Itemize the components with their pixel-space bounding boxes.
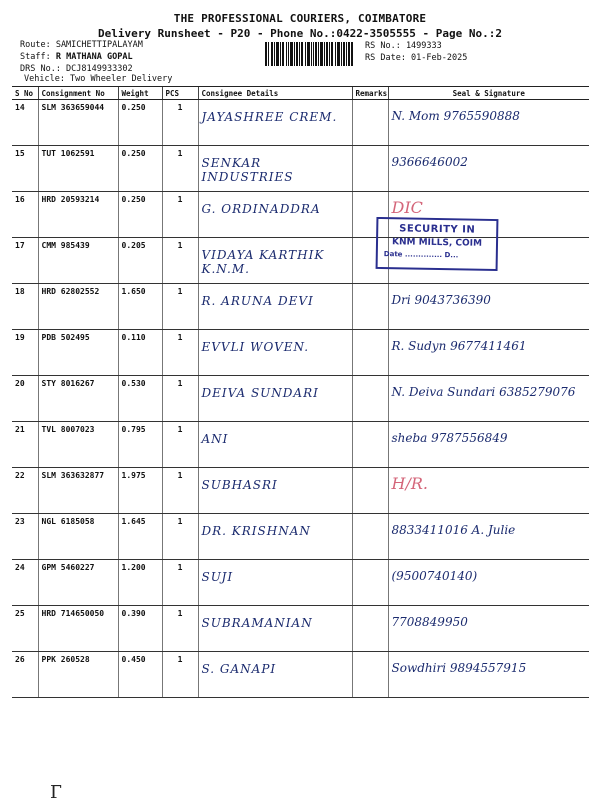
row-pcs: 1 [162,192,198,238]
row-consignee: SUJI [198,560,352,606]
pen-mark: Г [50,782,62,803]
row-pcs: 1 [162,284,198,330]
row-signature: N. Mom 9765590888 [388,100,589,146]
table-row [12,422,589,468]
row-weight: 0.450 [118,652,162,698]
stamp-line-1: SECURITY IN [399,223,476,236]
runsheet-subtitle: Delivery Runsheet - P20 - Phone No.:0422-3505555 - Page No.:2 [98,27,502,40]
row-consignment: GPM 5460227 [38,560,118,606]
staff-label: Staff: [20,52,51,62]
row-consignment: SLM 363659044 [38,100,118,146]
row-consignment: HRD 20593214 [38,192,118,238]
row-weight: 1.975 [118,468,162,514]
row-consignment: HRD 62802552 [38,284,118,330]
rs-number: RS No.: 1499333 [365,41,442,51]
table-row [12,146,589,192]
table-row [12,330,589,376]
row-sno: 26 [12,652,38,698]
row-sno: 25 [12,606,38,652]
row-pcs: 1 [162,652,198,698]
row-consignment: PDB 502495 [38,330,118,376]
row-pcs: 1 [162,376,198,422]
table-row [12,514,589,560]
row-remarks [352,376,388,422]
row-weight: 0.110 [118,330,162,376]
stamp-line-3: Date .............. D... [383,250,459,260]
row-consignment: CMM 985439 [38,238,118,284]
row-signature: 8833411016 A. Julie [388,514,589,560]
row-remarks [352,560,388,606]
row-consignee: SENKAR INDUSTRIES [198,146,352,192]
row-pcs: 1 [162,514,198,560]
row-consignee: S. GANAPI [198,652,352,698]
row-weight: 1.200 [118,560,162,606]
col-sno: S No [12,87,38,100]
row-remarks [352,652,388,698]
row-pcs: 1 [162,468,198,514]
table-row [12,238,589,284]
row-signature: Sowdhiri 9894557915 [388,652,589,698]
row-weight: 0.205 [118,238,162,284]
row-consignment: HRD 714650050 [38,606,118,652]
row-pcs: 1 [162,238,198,284]
table-row [12,284,589,330]
col-consignment: Consignment No [38,87,118,100]
row-consignee: EVVLI WOVEN. [198,330,352,376]
row-consignee: VIDAYA KARTHIK K.N.M. [198,238,352,284]
row-signature: 9366646002 [388,146,589,192]
row-weight: 0.795 [118,422,162,468]
table-row [12,560,589,606]
row-weight: 0.530 [118,376,162,422]
row-sno: 20 [12,376,38,422]
row-consignment: TUT 1062591 [38,146,118,192]
vehicle-type: Vehicle: Two Wheeler Delivery [24,74,173,84]
row-consignment: TVL 8007023 [38,422,118,468]
row-signature: H/R. [388,468,589,514]
table-row [12,376,589,422]
row-weight: 0.250 [118,192,162,238]
route-label: Route: SAMICHETTIPALAYAM [20,40,143,50]
row-remarks [352,284,388,330]
col-pcs: PCS [162,87,198,100]
row-signature: sheba 9787556849 [388,422,589,468]
col-signature: Seal & Signature [388,87,589,100]
table-header-row [12,87,589,100]
row-remarks [352,514,388,560]
row-consignee: SUBHASRI [198,468,352,514]
row-sno: 14 [12,100,38,146]
row-consignment: PPK 260528 [38,652,118,698]
row-weight: 1.645 [118,514,162,560]
table-row [12,468,589,514]
col-consignee: Consignee Details [198,87,352,100]
row-consignment: SLM 363632877 [38,468,118,514]
security-stamp [376,217,499,271]
table-row [12,100,589,146]
row-remarks [352,330,388,376]
row-sno: 18 [12,284,38,330]
row-remarks [352,606,388,652]
rs-date: RS Date: 01-Feb-2025 [365,53,468,63]
row-consignee: DEIVA SUNDARI [198,376,352,422]
row-signature: N. Deiva Sundari 6385279076 [388,376,589,422]
row-sno: 16 [12,192,38,238]
row-sno: 21 [12,422,38,468]
row-pcs: 1 [162,330,198,376]
row-consignee: ANI [198,422,352,468]
row-sno: 22 [12,468,38,514]
row-signature: (9500740140) [388,560,589,606]
row-remarks [352,100,388,146]
row-consignee: R. ARUNA DEVI [198,284,352,330]
barcode-image [265,42,353,66]
row-sno: 23 [12,514,38,560]
col-weight: Weight [118,87,162,100]
row-weight: 1.650 [118,284,162,330]
row-pcs: 1 [162,100,198,146]
row-weight: 0.390 [118,606,162,652]
row-sno: 19 [12,330,38,376]
row-weight: 0.250 [118,100,162,146]
col-remarks: Remarks [352,87,388,100]
row-pcs: 1 [162,560,198,606]
row-signature: R. Sudyn 9677411461 [388,330,589,376]
row-remarks [352,146,388,192]
staff-line [20,52,133,62]
row-weight: 0.250 [118,146,162,192]
table-row [12,192,589,238]
row-consignee: G. ORDINADDRA [198,192,352,238]
company-title: THE PROFESSIONAL COURIERS, COIMBATORE [173,12,427,25]
row-signature: DIC [388,192,589,238]
row-sno: 17 [12,238,38,284]
drs-number: DRS No.: DCJ8149933302 [20,64,133,74]
row-consignee: JAYASHREE CREM. [198,100,352,146]
row-pcs: 1 [162,146,198,192]
runsheet-table [12,86,589,698]
row-sno: 15 [12,146,38,192]
row-remarks [352,422,388,468]
table-row [12,606,589,652]
row-pcs: 1 [162,422,198,468]
staff-name: R MATHANA GOPAL [55,52,133,62]
row-consignee: SUBRAMANIAN [198,606,352,652]
table-row [12,652,589,698]
row-remarks [352,468,388,514]
stamp-line-2: KNM MILLS, COIM [391,237,483,249]
row-pcs: 1 [162,606,198,652]
row-consignment: NGL 6185058 [38,514,118,560]
row-signature: 7708849950 [388,606,589,652]
row-signature: Dri 9043736390 [388,284,589,330]
row-sno: 24 [12,560,38,606]
row-consignment: STY 8016267 [38,376,118,422]
row-consignee: DR. KRISHNAN [198,514,352,560]
